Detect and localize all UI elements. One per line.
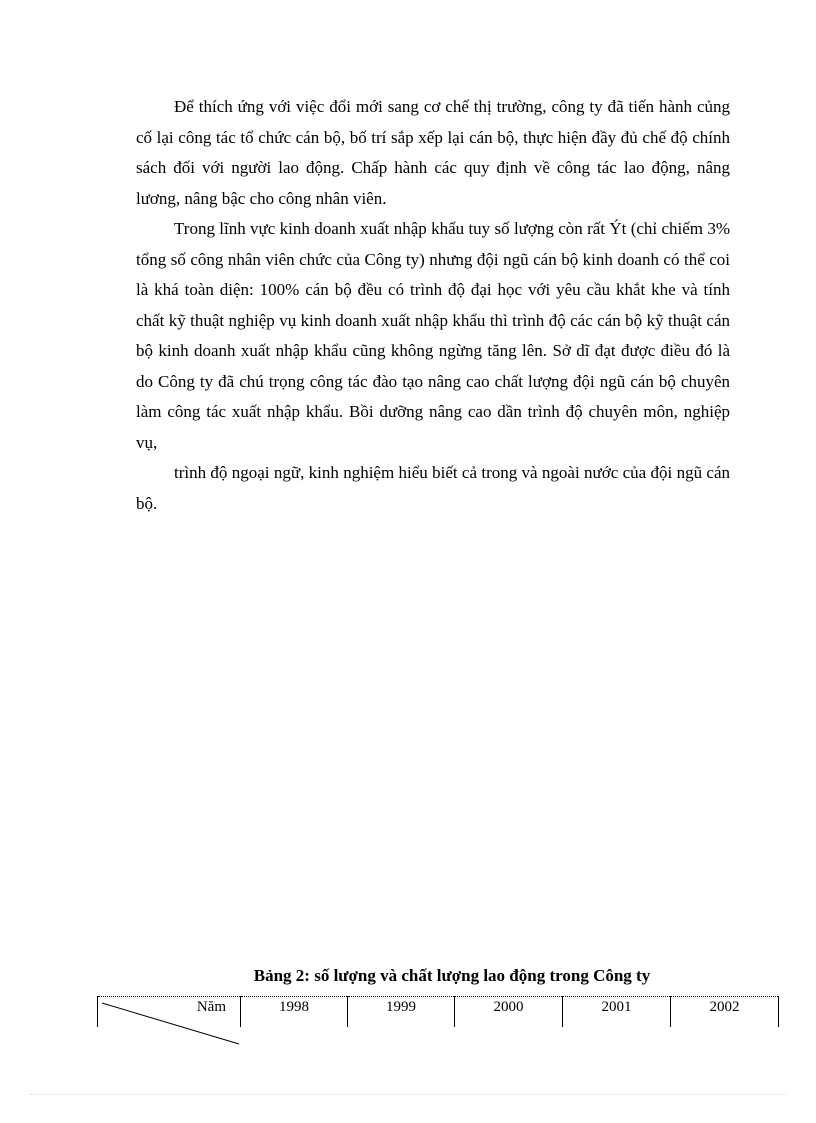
- body-text: [136, 92, 730, 519]
- table-title: Bảng 2: số lượng và chất lượng lao động trong Công ty: [253, 966, 651, 985]
- year-header-cell: 1999: [348, 997, 455, 1027]
- paragraph-2: Trong lĩnh vực kinh doanh xuất nhập khẩu tuy số lượng còn rất Ýt (chỉ chiếm 3% tổng số công nhân viên chức của Công ty) nhưng đội ngũ cán bộ kinh doanh có thể coi là khá toàn diện: 100% cán bộ đều có trình độ đại học với yêu cầu khắt khe và tính chất kỹ thuật nghiệp vụ kinh doanh xuất nhập khẩu thì trình độ các cán bộ kỹ thuật cán bộ kinh doanh xuất nhập khẩu cũng không ngừng tăng lên. Sở dĩ đạt được điều đó là do Công ty đã chú trọng công tác đào tạo nâng cao chất lượng đội ngũ cán bộ chuyên làm công tác xuất nhập khẩu. Bồi dưỡng nâng cao dần trình độ chuyên môn, nghiệp vụ,: [136, 219, 730, 452]
- table-corner-cell: [98, 997, 241, 1027]
- year-header-cell: 2002: [671, 997, 779, 1027]
- diagonal-divider-line: [102, 1003, 242, 1045]
- corner-label: Năm: [196, 999, 226, 1015]
- page-footer-divider: [30, 1094, 786, 1095]
- year-header-cell: 2001: [563, 997, 671, 1027]
- paragraph-1: Để thích ứng với việc đổi mới sang cơ chế thị trường, công ty đã tiến hành củng cố lại công tác tổ chức cán bộ, bố trí sắp xếp lại cán bộ, thực hiện đầy đủ chế độ chính sách đối với người lao động. Chấp hành các quy định về công tác lao động, nâng lương, nâng bậc cho công nhân viên.: [136, 97, 730, 208]
- table-header-row: [98, 997, 779, 1027]
- year-header-cell: 1998: [241, 997, 348, 1027]
- labour-table: [97, 996, 779, 1027]
- labour-table-container: [97, 996, 778, 1027]
- paragraph-3: trình độ ngoại ngữ, kinh nghiệm hiểu biết cả trong và ngoài nước của đội ngũ cán bộ.: [136, 463, 730, 513]
- year-header-cell: 2000: [455, 997, 563, 1027]
